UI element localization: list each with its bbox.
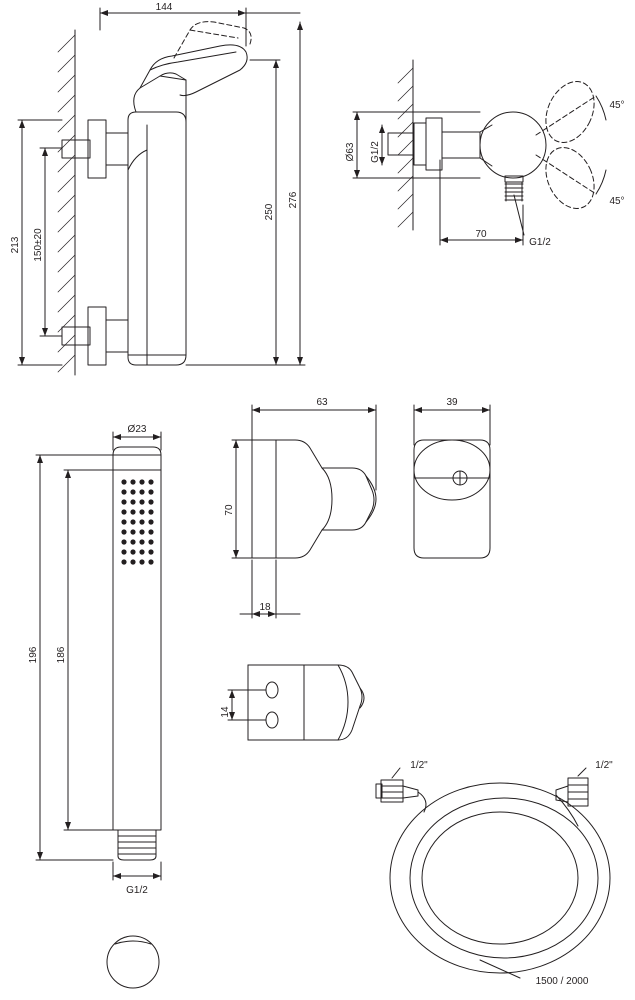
dim-depth-70: 70 — [475, 229, 487, 240]
dim-250: 250 — [264, 203, 275, 221]
bracket-side-view — [232, 405, 376, 618]
dim-70-bracket: 70 — [224, 504, 235, 516]
side-mixer-view — [353, 60, 606, 245]
hose-connector-right — [556, 778, 588, 806]
dim-outlet-thread: G1/2 — [529, 237, 551, 248]
thread-hatch-side — [505, 182, 523, 201]
bracket-top-view — [228, 665, 364, 740]
dim-inlet-thread: G1/2 — [370, 141, 381, 163]
front-mixer-view — [18, 8, 305, 375]
dim-hand-shower-thread: G1/2 — [126, 885, 148, 896]
spray-holes — [121, 479, 153, 564]
dim-63: 63 — [316, 397, 328, 408]
dim-hose-thread-left: 1/2" — [410, 760, 428, 771]
dim-hose-length: 1500 / 2000 — [535, 976, 589, 987]
hand-shower-thread — [118, 830, 156, 860]
dim-head-diameter: Ø23 — [127, 424, 147, 435]
dim-angle-bottom: 45° — [609, 196, 625, 207]
dim-18: 18 — [259, 602, 271, 613]
dim-196: 196 — [28, 646, 39, 664]
dim-186: 186 — [56, 646, 67, 664]
dim-hose-thread-right: 1/2" — [595, 760, 613, 771]
dim-angle-top: 45° — [609, 100, 625, 111]
hose-view — [376, 768, 610, 978]
center-cross-icon — [453, 471, 467, 485]
dim-150-20: 150±20 — [33, 228, 44, 262]
dim-diameter-63: Ø63 — [345, 142, 356, 162]
hose-connector-left — [376, 780, 418, 802]
dim-276: 276 — [288, 191, 299, 209]
dim-144: 144 — [155, 2, 173, 13]
dim-213: 213 — [10, 236, 21, 254]
dim-14: 14 — [220, 706, 231, 718]
hand-shower-view — [36, 432, 161, 880]
cap-view — [107, 936, 159, 988]
dim-39: 39 — [446, 397, 458, 408]
bracket-front-view — [414, 405, 490, 558]
